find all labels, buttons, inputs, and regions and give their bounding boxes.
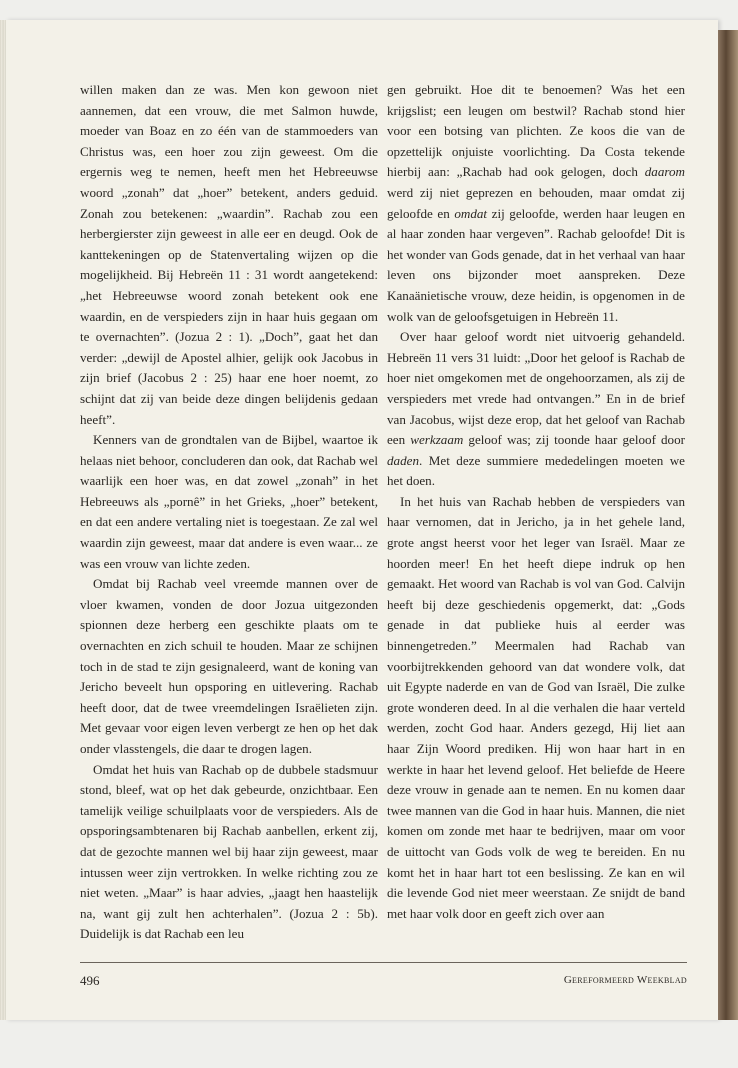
running-title: Gereformeerd Weekblad [563, 974, 687, 986]
paragraph: Omdat bij Rachab veel vreemde mannen over de vloer kwamen, vonden de door Jozua uitgezonden spionnen deze herberg een geschikte plaats om te overnachten en zich schuil te houden. Maar ze schijnen toch in de stad te zijn gesignaleerd, want de koning van Jericho beveelt hun opsporing en uitlevering. Rachab heeft door, dat de twee vreemdelingen Israëlieten zijn. Met gevaar voor eigen leven verbergt ze hen op het dak onder vlasstengels, die daar te drogen lagen. [80, 576, 378, 756]
emphasis: daarom [644, 164, 685, 180]
book-spine [718, 30, 738, 1020]
paragraph: gen gebruikt. Hoe dit te benoemen? Was het een krijgslist; een leugen om bestwil? Rachab stond hier voor een botsing van plichten. Ze koos die van de opzettelijk onjuiste voorlichting. Da Costa tekende hierbij aan: „Rachab had ook gelogen, doch daarom werd zij niet geprezen en behouden, maar omdat zij geloofde en omdat zij geloofde, werden haar leugen en al haar zonden haar vergeven”. Rachab geloofde! Dit is het wonder van Gods genade, dat in het verhaal van haar leven ons bijzonder moet aanspreken. Deze Kanaänietische vrouw, deze heidin, is opgenomen in de wolk van de geloofsgetuigen in Hebreën 11. [387, 82, 686, 324]
emphasis: daden [387, 452, 419, 468]
paragraph: willen maken dan ze was. Men kon gewoon niet aannemen, dat een vrouw, die met Salmon huwde, moeder van Boaz en zo één van de stammoeders van Christus was, een hoer zou zijn geweest. Om die ergernis weg te nemen, heeft men het Hebreeuwse woord „zonah” dat „hoer” betekent, anders geduid. Zonah zou betekenen: „waardin”. Rachab zou een herbergierster zijn geweest in alle eer en deugd. Ook de kanttekeningen op de Statenvertaling wijzen op die mogelijkheid. Bij Hebreën 11 : 31 wordt aangetekend: „het Hebreeuwse woord zonah betekent ook ene waardin, en de verspieders zijn in haar huis gegaan om te overnachten”. (Jozua 2 : 1). „Doch”, gaat het dan verder: „dewijl de Apostel alhier, gelijk ook Jacobus in zijn brief (Jacobus 2 : 25) haar ene hoer noemt, zo schijnt dat zij van beide deze dingen belijdenis gedaan heeft”. [80, 82, 378, 427]
text-column-right [387, 80, 685, 924]
emphasis: omdat [454, 205, 488, 221]
text-column-left [80, 80, 378, 945]
paragraph: In het huis van Rachab hebben de verspieders van haar vernomen, dat in Jericho, ja in het gehele land, grote angst heerst voor het leger van Israël. Maar ze hoorden meer! En het heeft diepe indruk op hen gemaakt. Het woord van Rachab is vol van God. Calvijn heeft bij deze geschiedenis opgemerkt, dat: „Gods genade in dat publieke huis al eerder was binnengetreden.” Meermalen had Rachab van voorbijtrekkenden gehoord van dat wondere volk, dat uit Egypte naderde en van de God van Israël, Die zulke grote wonderen deed. In al die verhalen die haar verteld werden, zocht God haar. Anders gezegd, Hij liet aan haar Zijn Woord prediken. Hij won haar hart in en werkte in haar het levend geloof. Het beliefde de Heere deze vrouw in genade aan te nemen. En nu komen daar twee mannen van die God in haar huis. Mannen, die niet komen om zonde met haar te bedrijven, maar om voor de uittocht van Gods volk de weg te bereiden. En nu komt het in haar hart tot een beslissing. Ze kan en wil die levende God niet meer weerstaan. Ze snijdt de band met haar volk door en geeft zich over aan [387, 493, 685, 921]
paragraph: Omdat het huis van Rachab op de dubbele stadsmuur stond, bleef, wat op het dak gebeurde, onzichtbaar. Een tamelijk veilige schuilplaats voor de verspieders. Als de opsporingsambtenaren bij Rachab aanbellen, erkent zij, dat de gezochte mannen wel bij haar zijn geweest, maar intussen weer zijn vertrokken. In welke richting zou ze niet weten. „Maar” is haar advies, „jaagt hen haastelijk na, want gij zult hen achterhalen”. (Jozua 2 : 5b). Duidelijk is dat Rachab een leu [80, 761, 378, 942]
footer-rule [80, 962, 687, 963]
page-number: 496 [80, 973, 100, 988]
emphasis: werkzaam [410, 432, 464, 448]
paragraph: Over haar geloof wordt niet uitvoerig gehandeld. Hebreën 11 vers 31 luidt: „Door het geloof is Rachab de hoer niet omgekomen met de ongehoorzamen, als zij de verspieders met vrede had ontvangen.” En in de brief van Jacobus, wijst deze erop, dat het geloof van Rachab een werkzaam geloof was; zij toonde haar geloof door daden. Met deze summiere mededelingen moeten we het doen. [387, 329, 685, 489]
paragraph: Kenners van de grondtalen van de Bijbel, waartoe ik helaas niet behoor, concluderen dan ook, dat Rachab wel waarlijk een hoer was, en dat zowel „zonah” in het Hebreeuws als „pornê” in het Grieks, „hoer” betekent, en dat een andere vertaling niet is toegestaan. Ze zal wel waardin zijn geweest, maar dat andere is even waar... ze was een vrouw van lichte zeden. [80, 432, 378, 571]
